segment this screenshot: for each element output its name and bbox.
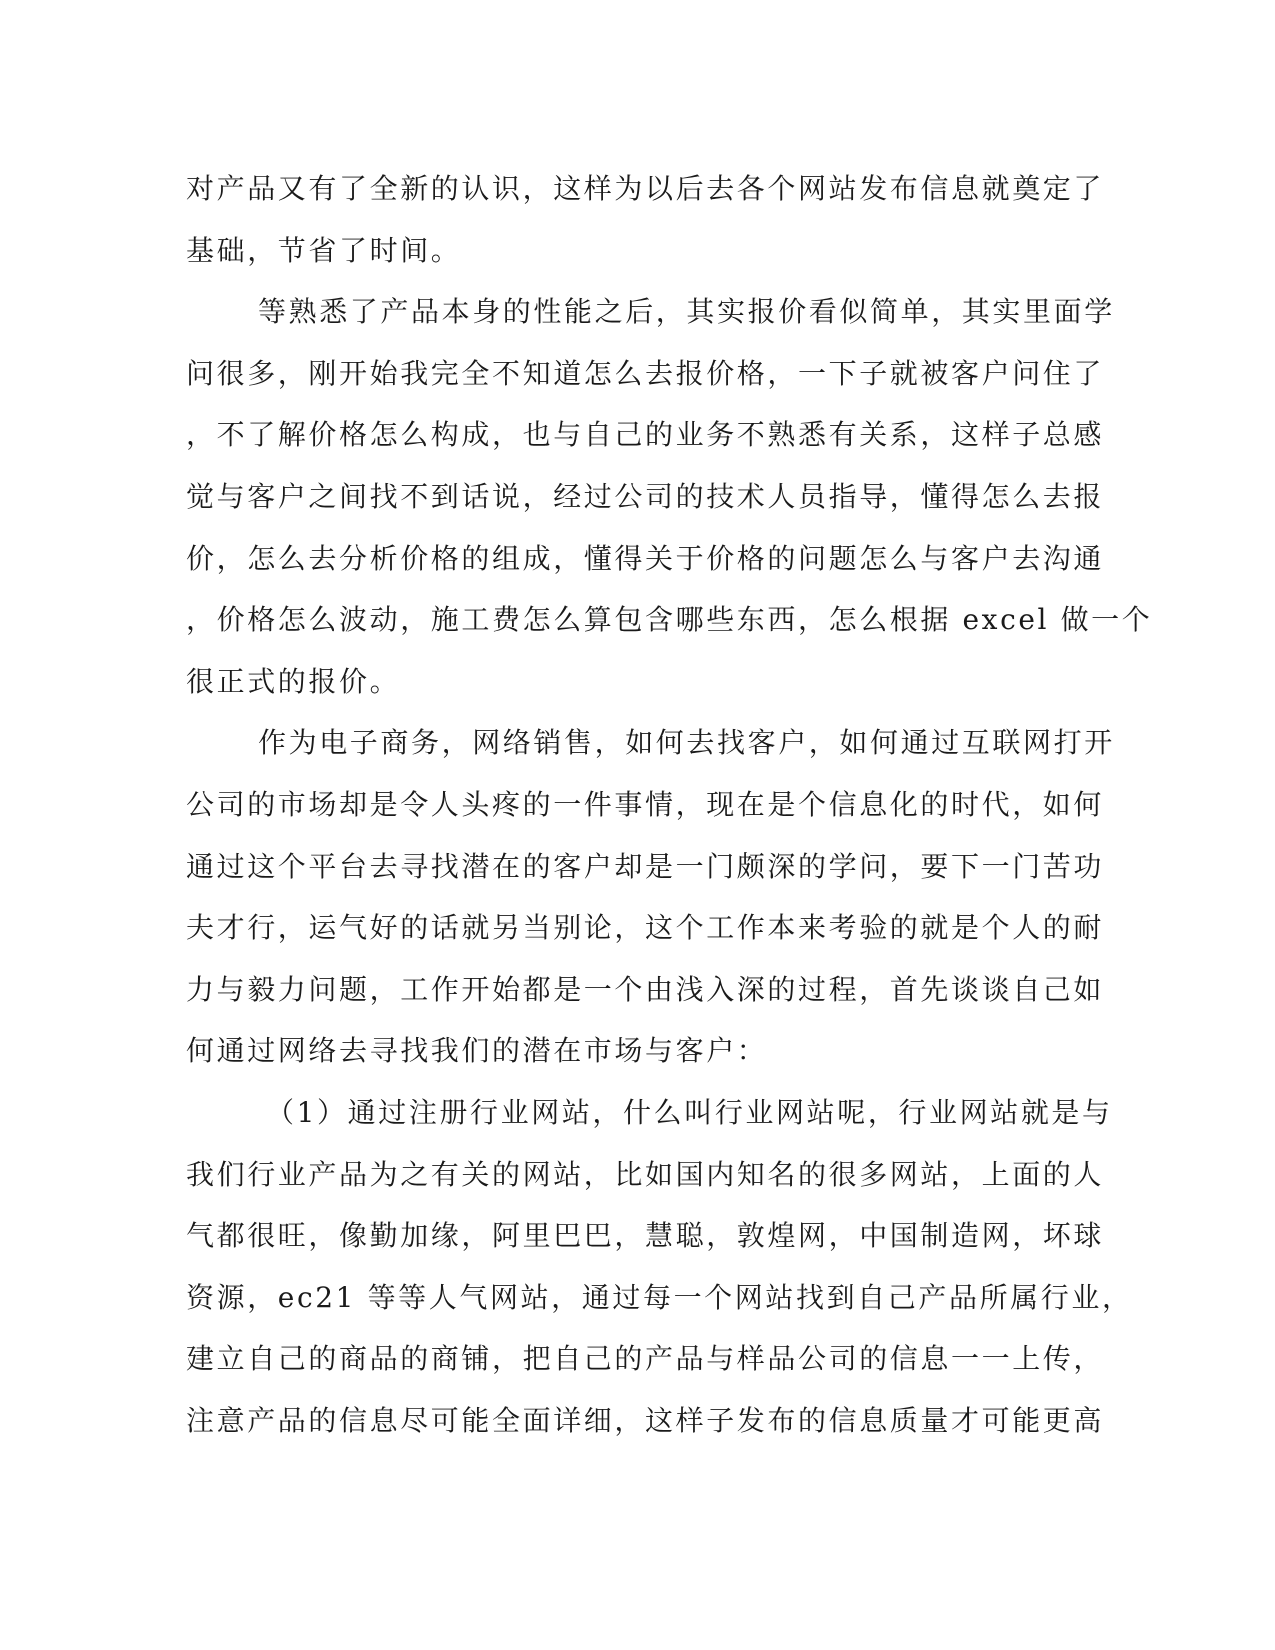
text-line: ，不了解价格怎么构成，也与自己的业务不熟悉有关系，这样子总感	[186, 418, 1105, 452]
text-line: 我们行业产品为之有关的网站，比如国内知名的很多网站，上面的人	[186, 1157, 1105, 1191]
text-line: 夫才行，运气好的话就另当别论，这个工作本来考验的就是个人的耐	[186, 911, 1105, 945]
text-line: 问很多，刚开始我完全不知道怎么去报价格，一下子就被客户问住了	[186, 356, 1105, 390]
text-line: 注意产品的信息尽可能全面详细，这样子发布的信息质量才可能更高	[186, 1403, 1105, 1437]
text-line: 基础，节省了时间。	[186, 233, 462, 267]
text-line: 价，怎么去分析价格的组成，懂得关于价格的问题怎么与客户去沟通	[186, 541, 1105, 575]
text-line: 气都很旺，像勤加缘，阿里巴巴，慧聪，敦煌网，中国制造网，坏球	[186, 1219, 1105, 1253]
text-line: 资源，ec21 等等人气网站，通过每一个网站找到自己产品所属行业，	[186, 1280, 1133, 1314]
text-line: 觉与客户之间找不到话说，经过公司的技术人员指导，懂得怎么去报	[186, 479, 1105, 513]
text-line: 力与毅力问题，工作开始都是一个由浅入深的过程，首先谈谈自己如	[186, 972, 1105, 1006]
paragraph-first-line: 等熟悉了产品本身的性能之后，其实报价看似简单，其实里面学	[258, 295, 1115, 329]
text-line: 很正式的报价。	[186, 664, 401, 698]
paragraph-first-line: 作为电子商务，网络销售，如何去找客户，如何通过互联网打开	[258, 726, 1115, 760]
text-line: 通过这个平台去寻找潜在的客户却是一门颇深的学问，要下一门苦功	[186, 849, 1105, 883]
text-line: 对产品又有了全新的认识，这样为以后去各个网站发布信息就奠定了	[186, 172, 1105, 205]
text-line: 何通过网络去寻找我们的潜在市场与客户：	[186, 1034, 768, 1068]
body-text	[186, 158, 1153, 1451]
numbered-item-first-line: （1）通过注册行业网站，什么叫行业网站呢，行业网站就是与	[266, 1095, 1113, 1129]
text-line: 公司的市场却是令人头疼的一件事情，现在是个信息化的时代，如何	[186, 787, 1105, 821]
text-line: 建立自己的商品的商铺，把自己的产品与样品公司的信息一一上传，	[186, 1342, 1105, 1376]
text-line: ，价格怎么波动，施工费怎么算包含哪些东西，怎么根据 excel 做一个	[186, 603, 1153, 637]
